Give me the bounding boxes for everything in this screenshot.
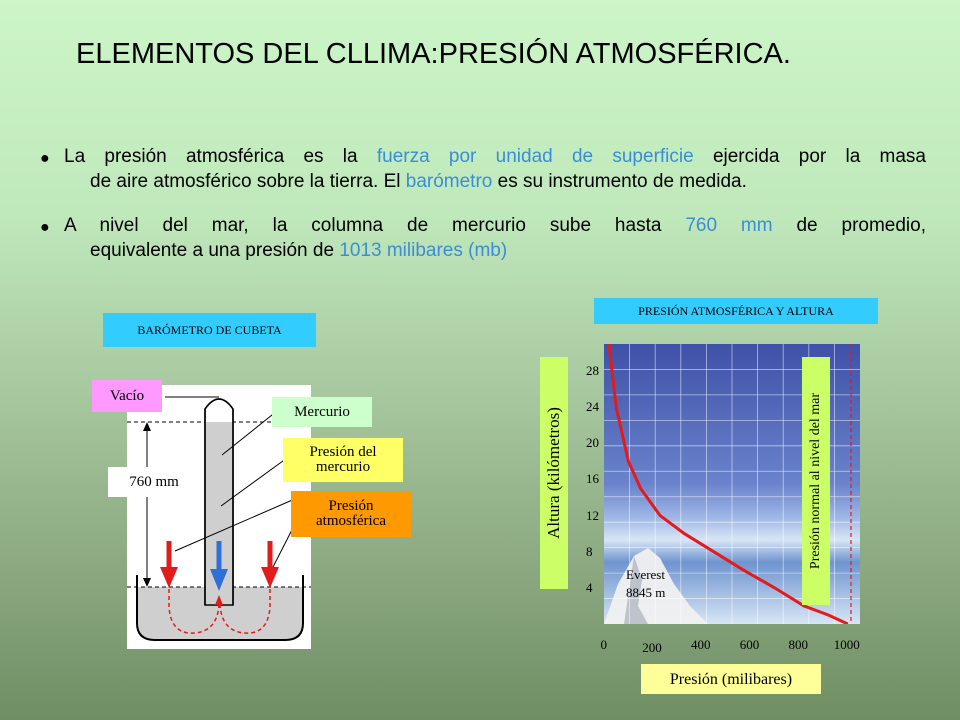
label-presion-mercurio: Presión del mercurio [283,438,403,482]
y-tick-label: 4 [586,579,593,595]
bullet-dot-icon: ● [40,150,50,167]
label-mercurio: Mercurio [272,397,372,427]
y-tick-label: 8 [586,543,593,559]
y-tick-label: 28 [586,363,599,379]
page-title: ELEMENTOS DEL CLLIMA:PRESIÓN ATMOSFÉRICA. [76,38,791,70]
barometer-title: BARÓMETRO DE CUBETA [103,313,316,347]
everest-height: 8845 m [626,585,666,600]
everest-name: Everest [626,567,665,582]
y-tick-label: 20 [586,435,599,451]
x-tick-label: 600 [739,637,760,652]
y-tick-label: 16 [586,471,599,487]
x-tick-label: 200 [642,640,662,655]
y-axis-label: Altura (kilómetros) [544,407,563,539]
x-tick-label: 800 [788,637,809,652]
x-tick-label: 1000 [833,637,860,652]
x-axis-label: Presión (milibares) [641,664,821,694]
y-tick-label: 24 [586,399,599,415]
y-tick-label: 12 [586,507,599,523]
label-vacio: Vacío [92,380,162,412]
label-760mm: 760 mm [108,467,200,497]
x-tick-label: 400 [691,637,711,652]
ylabel-box [540,357,568,589]
graph-title: PRESIÓN ATMOSFÉRICA Y ALTURA [594,298,878,324]
label-presion-atmosferica: Presión atmosférica [291,491,411,537]
ref-label-box [802,357,830,605]
bullet-dot-icon: ● [40,219,50,236]
bullet-1: ● La presión atmosférica es la fuerza por unidad de superficie ejercida por la masa de aire atmosférico sobre la tierra. El barómetro es su instrumento de medida. [40,146,926,192]
reference-line-label: Presión normal al nivel del mar [808,392,823,570]
x-tick-label: 0 [600,637,607,652]
bullet-2: ● A nivel del mar, la columna de mercurio sube hasta 760 mm de promedio, equivalente a una presión de 1013 milibares (mb) [40,215,926,261]
